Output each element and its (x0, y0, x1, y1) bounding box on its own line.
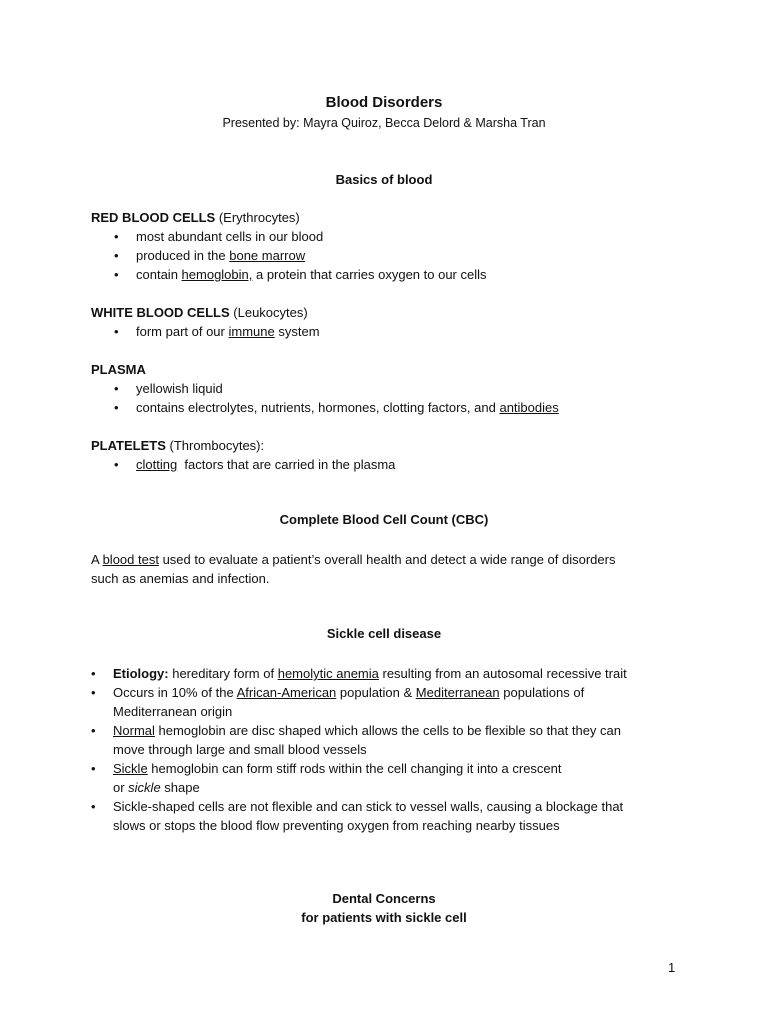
wbc-label: WHITE BLOOD CELLS (91, 305, 230, 320)
list-item-text: yellowish liquid (136, 381, 223, 396)
section-heading-cbc: Complete Blood Cell Count (CBC) (279, 512, 489, 527)
platelets-label: PLATELETS (91, 438, 166, 453)
cbc-line-1 (91, 550, 691, 569)
list-item (91, 227, 691, 246)
list-item-text: produced in the (136, 248, 230, 263)
plasma-list (91, 379, 691, 417)
bullet-icon: • (114, 400, 119, 415)
platelets-section (91, 436, 691, 474)
plasma-heading (91, 360, 691, 379)
rbc-label: RED BLOOD CELLS (91, 210, 216, 225)
bullet-icon: • (114, 324, 119, 339)
hemolytic-anemia-link[interactable]: hemolytic anemia (277, 666, 379, 681)
rbc-alt-name: (Erythrocytes) (215, 210, 300, 225)
list-item-text: move through large and small blood vessels (113, 742, 367, 757)
list-item-text: factors that are carried in the plasma (177, 457, 396, 472)
sickle-link[interactable]: Sickle (113, 761, 148, 776)
list-item-text: form part of our (136, 324, 229, 339)
list-item-text: Sickle-shaped cells are not flexible and can stick to vessel walls, causing a blockage that (113, 799, 624, 814)
list-item-text: Mediterranean origin (113, 704, 233, 719)
rbc-section (91, 208, 691, 284)
platelets-heading (91, 436, 691, 455)
list-item (91, 759, 691, 797)
list-item-text: system (274, 324, 320, 339)
wbc-list (91, 322, 691, 341)
list-item-text: or (113, 780, 129, 795)
document-title: Blood Disorders (325, 94, 443, 111)
african-american-link[interactable]: African-American (236, 685, 337, 700)
list-item (91, 246, 691, 265)
bullet-icon: • (91, 666, 96, 681)
wbc-heading (91, 303, 691, 322)
list-item-text: resulting from an autosomal recessive trait (378, 666, 627, 681)
list-item-text: populations of (499, 685, 585, 700)
list-item-text: contain (136, 267, 182, 282)
wbc-section (91, 303, 691, 341)
list-item (91, 455, 691, 474)
list-item (91, 322, 691, 341)
paragraph-text: A (91, 552, 103, 567)
wbc-alt-name: (Leukocytes) (229, 305, 308, 320)
list-item (91, 664, 691, 683)
section-heading-sickle: Sickle cell disease (326, 626, 442, 641)
list-item-text: Occurs in 10% of the (113, 685, 237, 700)
section-heading-basics: Basics of blood (335, 172, 433, 187)
bullet-icon: • (114, 267, 119, 282)
rbc-list (91, 227, 691, 284)
bullet-icon: • (91, 799, 96, 814)
sickle-section (91, 664, 691, 835)
page-number: 1 (668, 960, 676, 975)
bullet-icon: • (114, 381, 119, 396)
list-item-text: hereditary form of (168, 666, 278, 681)
list-item-text: slows or stops the blood flow preventing oxygen from reaching nearby tissues (113, 818, 560, 833)
sickle-italic-text: sickle (128, 780, 161, 795)
list-item-text: population & (336, 685, 416, 700)
list-item-text: shape (160, 780, 200, 795)
platelets-alt-name: (Thrombocytes): (165, 438, 265, 453)
sickle-list (91, 664, 691, 835)
clotting-link[interactable]: clotting (136, 457, 178, 472)
plasma-section (91, 360, 691, 417)
plasma-label: PLASMA (91, 362, 146, 377)
list-item (91, 721, 691, 759)
normal-link[interactable]: Normal (113, 723, 155, 738)
bullet-icon: • (114, 248, 119, 263)
bullet-icon: • (114, 457, 119, 472)
bullet-icon: • (114, 229, 119, 244)
list-item-text: hemoglobin are disc shaped which allows the cells to be flexible so that they can (154, 723, 622, 738)
section-subheading-dental: for patients with sickle cell (301, 910, 467, 925)
cbc-line-2: such as anemias and infection. (91, 571, 270, 586)
list-item-text: hemoglobin can form stiff rods within the cell changing it into a crescent (147, 761, 562, 776)
list-item (91, 683, 691, 721)
bullet-icon: • (91, 723, 96, 738)
document-subtitle: Presented by: Mayra Quiroz, Becca Delord & Marsha Tran (222, 116, 546, 130)
mediterranean-link[interactable]: Mediterranean (415, 685, 500, 700)
list-item (91, 398, 691, 417)
list-item-text: most abundant cells in our blood (136, 229, 324, 244)
list-item-text: contains electrolytes, nutrients, hormones, clotting factors, and (136, 400, 500, 415)
hemoglobin-link[interactable]: hemoglobin, (181, 267, 253, 282)
bone-marrow-link[interactable]: bone marrow (229, 248, 306, 263)
immune-link[interactable]: immune (228, 324, 275, 339)
list-item (91, 379, 691, 398)
etiology-label: Etiology: (113, 666, 169, 681)
antibodies-link[interactable]: antibodies (499, 400, 559, 415)
paragraph-text: used to evaluate a patient’s overall health and detect a wide range of disorders (158, 552, 616, 567)
platelets-list (91, 455, 691, 474)
section-heading-dental: Dental Concerns (332, 891, 436, 906)
rbc-heading (91, 208, 691, 227)
bullet-icon: • (91, 761, 96, 776)
list-item (91, 265, 691, 284)
bullet-icon: • (91, 685, 96, 700)
list-item (91, 797, 691, 835)
blood-test-link[interactable]: blood test (102, 552, 159, 567)
list-item-text: a protein that carries oxygen to our cells (252, 267, 487, 282)
cbc-paragraph (91, 550, 691, 588)
